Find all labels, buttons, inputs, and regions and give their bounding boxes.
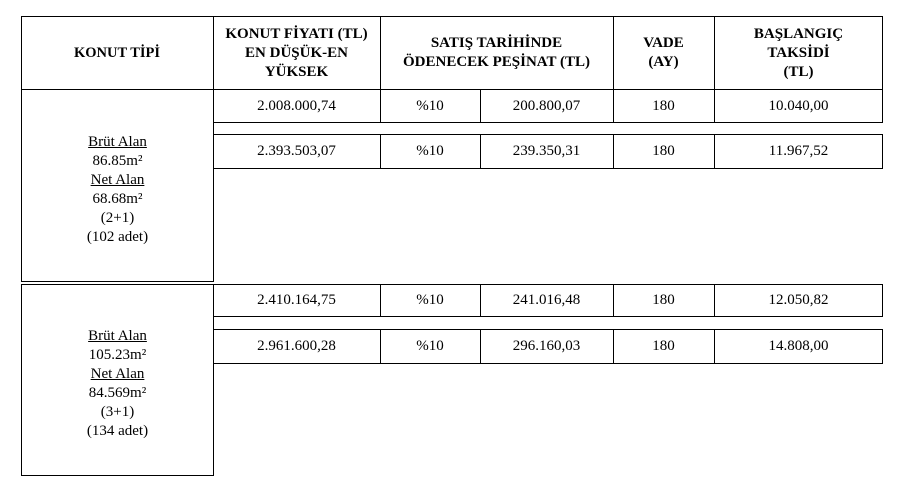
net-area-value: 84.569m² xyxy=(88,385,147,401)
gross-area-label: Brüt Alan xyxy=(88,328,147,344)
installment-cell: 11.967,52 xyxy=(768,143,829,159)
down-payment-cell: 200.800,07 xyxy=(512,97,581,114)
header-price: KONUT FİYATI (TL) EN DÜŞÜK-EN YÜKSEK xyxy=(225,25,368,80)
price-cell: 2.393.503,07 xyxy=(257,143,336,159)
price-cell: 2.410.164,75 xyxy=(257,292,336,308)
type-info xyxy=(21,89,214,282)
room-layout: (3+1) xyxy=(100,404,135,420)
installment-cell: 12.050,82 xyxy=(768,292,829,308)
term-cell: 180 xyxy=(652,143,675,159)
net-area-label: Net Alan xyxy=(90,366,145,382)
installment-cell: 14.808,00 xyxy=(768,338,829,354)
down-payment-cell: 296.160,03 xyxy=(512,338,581,354)
term-cell: 180 xyxy=(652,338,675,354)
rate-cell: %10 xyxy=(416,292,444,308)
header-type: KONUT TİPİ xyxy=(73,44,161,61)
unit-count: (102 adet) xyxy=(86,228,149,245)
term-cell: 180 xyxy=(652,292,675,308)
price-cell: 2.961.600,28 xyxy=(257,338,336,354)
down-payment-cell: 241.016,48 xyxy=(512,292,581,308)
type-info xyxy=(21,284,214,476)
rate-cell: %10 xyxy=(416,143,444,159)
rate-cell: %10 xyxy=(416,338,444,354)
gross-area-value: 105.23m² xyxy=(88,347,147,363)
header-installment: BAŞLANGIÇ TAKSİDİ (TL) xyxy=(753,25,844,80)
net-area-value: 68.68m² xyxy=(92,190,143,207)
net-area-label: Net Alan xyxy=(90,171,145,188)
term-cell: 180 xyxy=(652,97,675,114)
room-layout: (2+1) xyxy=(100,209,135,226)
unit-count: (134 adet) xyxy=(86,423,149,439)
rate-cell: %10 xyxy=(416,97,444,114)
price-cell: 2.008.000,74 xyxy=(257,97,336,114)
header-down-payment: SATIŞ TARİHİNDE ÖDENECEK PEŞİNAT (TL) xyxy=(403,35,590,70)
header-term: VADE (AY) xyxy=(643,35,684,70)
down-payment-cell: 239.350,31 xyxy=(512,143,581,159)
gross-area-value: 86.85m² xyxy=(92,152,143,169)
installment-cell: 10.040,00 xyxy=(768,97,829,114)
gross-area-label: Brüt Alan xyxy=(88,133,147,150)
